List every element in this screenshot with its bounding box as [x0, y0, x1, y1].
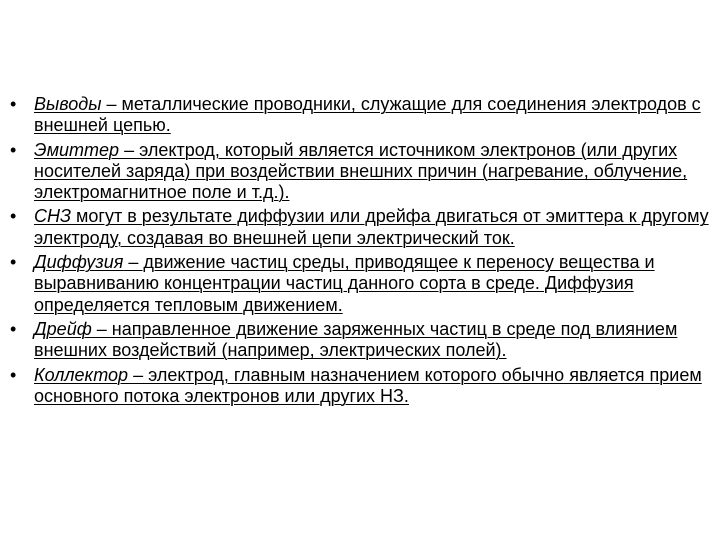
term-snz: СНЗ: [34, 206, 72, 227]
definition-emitter: – электрод, который является источником электронов (или других носителей заряда) при воздействии внешних причин (нагревание, облучение, электромагнитное поле и т.д.).: [34, 139, 688, 203]
list-item-drift: [10, 319, 712, 362]
list-item-vyvody: [10, 94, 712, 137]
definition-collector: – электрод, главным назначением которого обычно является прием основного потока электронов или других НЗ.: [34, 364, 702, 406]
list-item-diffusion: [10, 252, 712, 316]
bullet-icon: •: [10, 94, 17, 114]
list-item-snz: [10, 206, 712, 249]
term-diffusion: Диффузия: [34, 252, 124, 273]
list-item-collector: [10, 365, 712, 408]
term-emitter: Эмиттер: [34, 139, 120, 160]
term-vyvody: Выводы: [34, 94, 102, 114]
term-drift: Дрейф: [34, 318, 92, 339]
definition-diffusion: – движение частиц среды, приводящее к переносу вещества и выравниванию концентрации частиц данного сорта в среде. Диффузия определяется тепловым движением.: [34, 252, 655, 315]
bullet-icon: •: [10, 139, 17, 160]
bullet-icon: •: [10, 252, 17, 273]
definition-vyvody: – металлические проводники, служащие для соединения электродов с внешней цепью.: [34, 94, 701, 136]
definition-list: [10, 94, 712, 410]
bullet-icon: •: [10, 206, 17, 227]
term-collector: Коллектор: [34, 364, 129, 385]
bullet-icon: •: [10, 364, 17, 385]
definition-drift: – направленное движение заряженных частиц в среде под влиянием внешних воздействий (например, электрических полей).: [34, 318, 678, 361]
bullet-icon: •: [10, 318, 17, 339]
definition-snz: могут в результате диффузии или дрейфа двигаться от эмиттера к другому электроду, создавая во внешней цепи электрический ток.: [34, 206, 709, 248]
list-item-emitter: [10, 140, 712, 204]
